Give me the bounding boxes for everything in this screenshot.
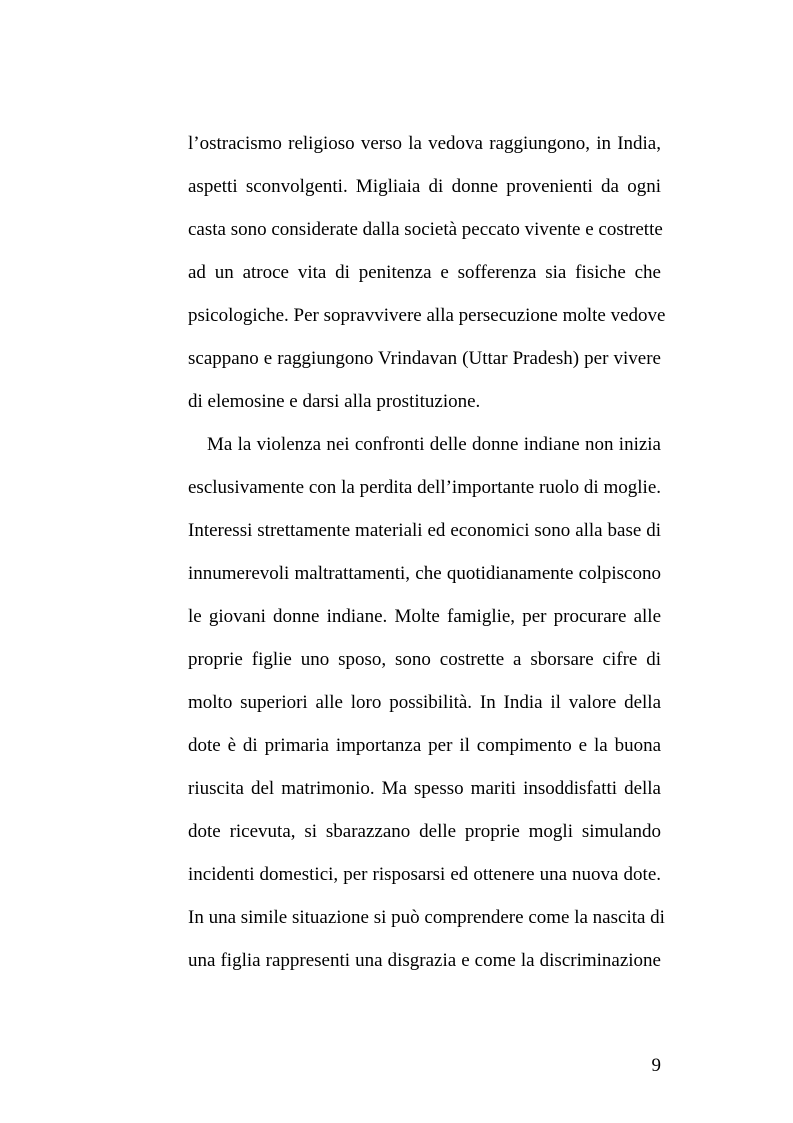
text-line: In una simile situazione si può comprendere come la nascita di (188, 907, 665, 928)
text-line: aspetti sconvolgenti. Migliaia di donne provenienti da ogni (188, 176, 661, 197)
text-line: le giovani donne indiane. Molte famiglie, per procurare alle (188, 606, 661, 627)
text-line: ad un atroce vita di penitenza e sofferenza sia fisiche che (188, 262, 661, 283)
text-line: dote ricevuta, si sbarazzano delle proprie mogli simulando (188, 821, 661, 842)
text-line: proprie figlie uno sposo, sono costrette a sborsare cifre di (188, 649, 661, 670)
text-line: una figlia rappresenti una disgrazia e come la discriminazione (188, 950, 661, 971)
page-number: 9 (651, 1055, 661, 1076)
text-line: Ma la violenza nei confronti delle donne indiane non inizia (207, 434, 661, 455)
text-line: innumerevoli maltrattamenti, che quotidianamente colpiscono (188, 563, 661, 584)
text-line: scappano e raggiungono Vrindavan (Uttar Pradesh) per vivere (188, 348, 661, 369)
text-line: di elemosine e darsi alla prostituzione. (188, 391, 481, 412)
text-line: l’ostracismo religioso verso la vedova raggiungono, in India, (188, 133, 661, 154)
text-line: riuscita del matrimonio. Ma spesso mariti insoddisfatti della (188, 778, 661, 799)
text-line: psicologiche. Per sopravvivere alla persecuzione molte vedove (188, 305, 666, 326)
text-line: esclusivamente con la perdita dell’importante ruolo di moglie. (188, 477, 661, 498)
text-line: Interessi strettamente materiali ed economici sono alla base di (188, 520, 661, 541)
text-line: incidenti domestici, per risposarsi ed ottenere una nuova dote. (188, 864, 661, 885)
text-line: dote è di primaria importanza per il compimento e la buona (188, 735, 661, 756)
text-line: molto superiori alle loro possibilità. In India il valore della (188, 692, 661, 713)
text-line: casta sono considerate dalla società peccato vivente e costrette (188, 219, 663, 240)
